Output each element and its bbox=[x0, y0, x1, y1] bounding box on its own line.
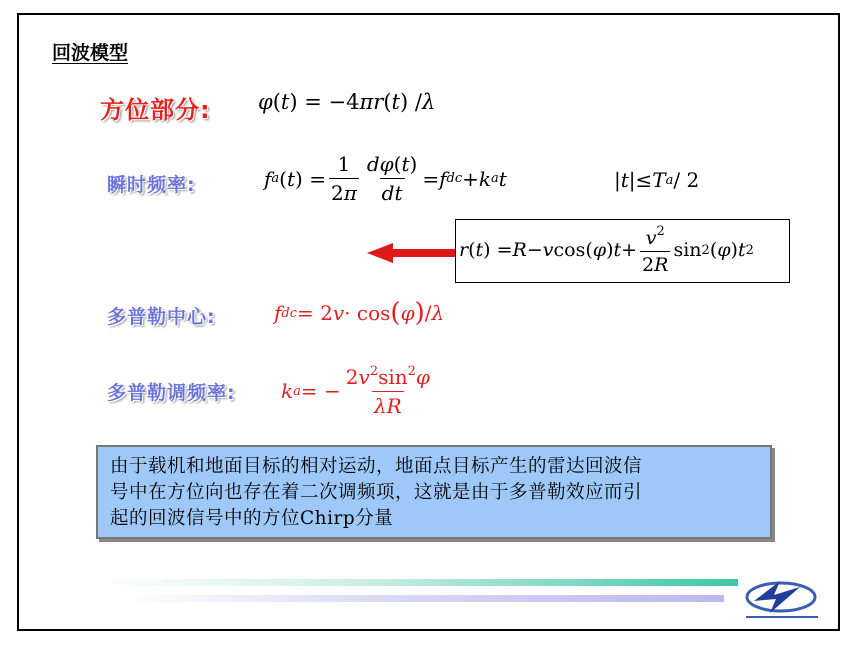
explanation-text bbox=[110, 454, 760, 532]
explanation-line-3-part-1: 起的回波信号中的方位 bbox=[110, 508, 301, 529]
inst-freq-label: 瞬时频率: bbox=[107, 174, 196, 196]
time-range-formula: | t |≤ T a / 2 bbox=[614, 168, 700, 192]
footer-stripe-green bbox=[100, 579, 738, 586]
inst-freq-formula: f a ( t ) = $\frac{1}{2\pi}$ $\frac{d\varphi(t)}{dt}$ = f dc + k a t bbox=[264, 152, 507, 205]
explanation-line-3 bbox=[110, 506, 760, 532]
azimuth-label: 方位部分: bbox=[100, 96, 211, 124]
phase-formula: φ ( t ) = −4 π r ( t ) / λ bbox=[258, 90, 436, 114]
explanation-line-3-chirp: Chirp bbox=[300, 508, 356, 529]
university-logo-icon bbox=[740, 573, 822, 619]
doppler-center-label: 多普勒中心: bbox=[107, 306, 216, 328]
doppler-center-formula: f dc = 2 v · cos ( φ ) / λ bbox=[274, 298, 445, 328]
slide-title: 回波模型 bbox=[52, 42, 129, 64]
explanation-box bbox=[96, 445, 772, 539]
left-arrow-icon bbox=[367, 243, 459, 263]
explanation-line-3-part-2: 分量 bbox=[355, 508, 394, 529]
range-history-formula: r ( t ) = R − v cos( φ ) t + $\frac{v^2}{2R}$ sin 2 ( φ ) t 2 bbox=[459, 224, 754, 276]
footer-stripe-lavender bbox=[120, 595, 724, 602]
explanation-line-2: 号中在方位向也存在着二次调频项，这就是由于多普勒效应而引 bbox=[110, 482, 643, 503]
doppler-rate-formula: k a = − $\frac{2v^2\sin^2\varphi}{\lambda R}$ bbox=[281, 364, 430, 418]
explanation-line-1: 由于载机和地面目标的相对运动，地面点目标产生的雷达回波信 bbox=[110, 456, 643, 477]
doppler-rate-label: 多普勒调频率: bbox=[107, 382, 236, 404]
